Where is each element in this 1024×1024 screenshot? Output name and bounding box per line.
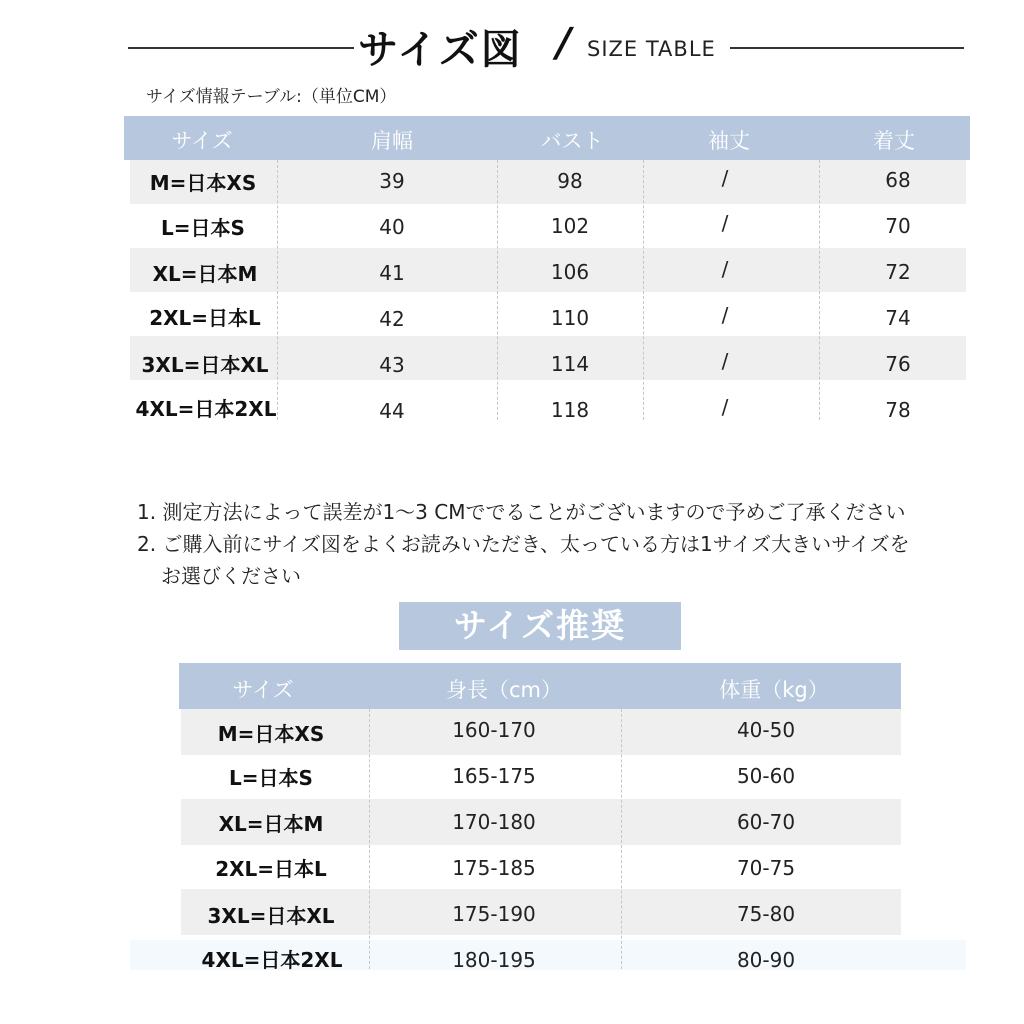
sleeve-cell: / (721, 349, 729, 373)
shoulder-cell: 41 (379, 261, 405, 285)
column-divider (643, 160, 644, 420)
height-cell: 165-175 (452, 764, 536, 788)
length-cell: 70 (885, 214, 911, 238)
length-cell: 74 (885, 306, 911, 330)
column-divider (369, 709, 370, 969)
col-header-height: 身長（cm） (445, 678, 562, 702)
note-size-advice: 2. ご購入前にサイズ図をよくお読みいただき、太っている方は1サイズ大きいサイズを (137, 532, 910, 556)
size-cell: 3XL=日本XL (207, 904, 335, 928)
size-cell: XL=日本M (218, 812, 324, 836)
bust-cell: 110 (550, 306, 590, 330)
size-cell: M=日本XS (217, 722, 325, 746)
column-divider (277, 160, 278, 420)
col-header-length: 着丈 (873, 129, 915, 153)
shoulder-cell: 40 (379, 215, 405, 239)
bust-cell: 114 (550, 352, 590, 376)
column-divider (497, 160, 498, 420)
sleeve-cell: / (721, 211, 729, 235)
length-cell: 78 (885, 398, 911, 422)
height-cell: 180-195 (452, 948, 536, 972)
weight-cell: 70-75 (736, 856, 796, 880)
size-cell: XL=日本M (152, 262, 258, 286)
recommend-table-header (179, 663, 901, 709)
bust-cell: 106 (550, 260, 590, 284)
bust-cell: 102 (550, 214, 590, 238)
length-cell: 72 (885, 260, 911, 284)
col-header-sleeve: 袖丈 (708, 129, 750, 153)
col-header-size: サイズ (232, 678, 294, 702)
size-cell: L=日本S (161, 216, 245, 240)
sleeve-cell: / (721, 395, 729, 419)
column-divider (621, 709, 622, 969)
height-cell: 170-180 (452, 810, 536, 834)
shoulder-cell: 44 (379, 399, 405, 423)
page-title: サイズ図 (358, 27, 523, 73)
length-cell: 76 (885, 352, 911, 376)
size-cell: 3XL=日本XL (141, 353, 269, 377)
table-caption: サイズ情報テーブル:（単位CM） (146, 87, 397, 107)
col-header-shoulder: 肩幅 (371, 129, 413, 153)
shoulder-cell: 42 (379, 307, 405, 331)
size-cell: 4XL=日本2XL (201, 948, 343, 972)
height-cell: 175-185 (452, 856, 536, 880)
weight-cell: 50-60 (736, 764, 796, 788)
title-rule-left (128, 47, 354, 49)
title-rule-right (730, 47, 964, 49)
sleeve-cell: / (721, 166, 729, 190)
sleeve-cell: / (721, 303, 729, 327)
col-header-bust: バスト (540, 129, 604, 153)
bust-cell: 98 (557, 169, 583, 193)
recommend-title: サイズ推奨 (399, 602, 681, 650)
weight-cell: 40-50 (736, 718, 796, 742)
size-cell: L=日本S (229, 766, 313, 790)
shoulder-cell: 43 (379, 353, 405, 377)
weight-cell: 75-80 (736, 902, 796, 926)
bust-cell: 118 (550, 398, 590, 422)
size-cell: 2XL=日本L (215, 857, 327, 881)
weight-cell: 80-90 (736, 948, 796, 972)
note-size-advice-cont: お選びください (161, 564, 301, 588)
length-cell: 68 (885, 168, 911, 192)
weight-cell: 60-70 (736, 810, 796, 834)
title-slash: / (551, 20, 576, 66)
size-cell: 4XL=日本2XL (135, 397, 277, 421)
col-header-size: サイズ (171, 129, 233, 153)
size-cell: M=日本XS (149, 171, 257, 195)
note-measurement: 1. 測定方法によって誤差が1〜3 CMででることがございますので予めご了承ください (137, 500, 906, 524)
size-table-header (124, 116, 970, 160)
sleeve-cell: / (721, 257, 729, 281)
size-cell: 2XL=日本L (149, 306, 261, 330)
column-divider (819, 160, 820, 420)
page-subtitle: SIZE TABLE (587, 37, 716, 61)
shoulder-cell: 39 (379, 169, 405, 193)
height-cell: 175-190 (452, 902, 536, 926)
col-header-weight: 体重（kg） (719, 678, 829, 702)
height-cell: 160-170 (452, 718, 536, 742)
